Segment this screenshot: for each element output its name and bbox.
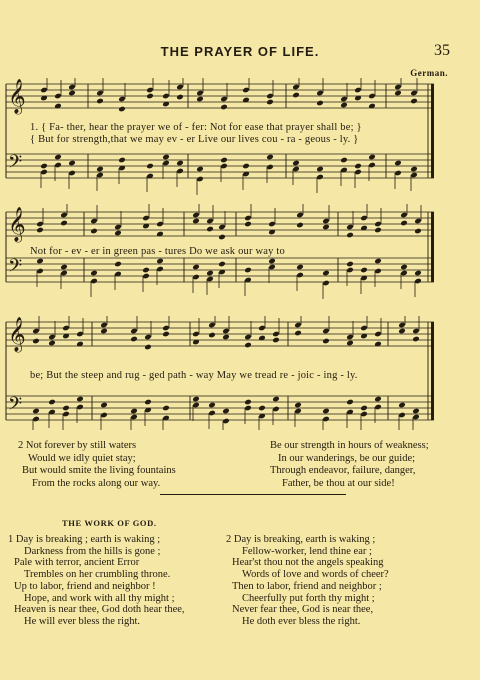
- lyric-line: { But for strength,that we may ev - er Live our lives cou - ra - geous - ly. }: [30, 134, 359, 145]
- notehead: [218, 261, 226, 268]
- notehead: [76, 396, 84, 403]
- music-system-3: [0, 316, 480, 430]
- notehead: [162, 331, 170, 338]
- staff-notation-2: [0, 204, 480, 314]
- poem-line: Fellow-worker, lend thine ear ;: [242, 545, 372, 557]
- notehead: [118, 157, 126, 164]
- poem-stanza-1: [8, 534, 185, 628]
- notehead: [266, 99, 274, 106]
- notehead: [196, 166, 204, 173]
- poem-line: He will ever bless the right.: [24, 615, 141, 627]
- notehead: [346, 261, 354, 268]
- notehead: [340, 102, 348, 109]
- notehead: [96, 98, 104, 105]
- notehead: [36, 227, 44, 234]
- notehead: [294, 402, 302, 409]
- composer-credit: German.: [410, 68, 448, 78]
- notehead: [244, 342, 252, 349]
- notehead: [346, 340, 354, 347]
- notehead: [156, 258, 164, 265]
- verse-line: 2 Not forever by still waters: [18, 440, 137, 451]
- notehead: [322, 338, 330, 345]
- music-system-1: [0, 78, 480, 196]
- notehead: [144, 399, 152, 406]
- notehead: [266, 154, 274, 161]
- music-system-2: [0, 204, 480, 314]
- notehead: [414, 228, 422, 235]
- bass-clef-icon: 𝄢: [8, 394, 23, 419]
- notehead: [316, 166, 324, 173]
- treble-clef-icon: 𝄞: [8, 207, 26, 242]
- notehead: [354, 163, 362, 170]
- verse-2-right: [270, 440, 429, 490]
- notehead: [114, 261, 122, 268]
- notehead: [176, 94, 184, 101]
- notehead: [90, 270, 98, 277]
- notehead: [360, 267, 368, 274]
- notehead: [40, 163, 48, 170]
- poem-line: Then to labor, friend and neighbor ;: [232, 580, 382, 592]
- notehead: [222, 334, 230, 341]
- notehead: [394, 160, 402, 167]
- notehead: [68, 160, 76, 167]
- poem-line: He doth ever bless the right.: [242, 615, 361, 627]
- poem-line: Up to labor, friend and neighbor !: [14, 580, 156, 592]
- notehead: [192, 218, 200, 225]
- notehead: [346, 232, 354, 239]
- poem-line: Hope, and work with all thy might ;: [24, 592, 175, 604]
- notehead: [258, 405, 266, 412]
- lyric-line: 1. { Fa- ther, hear the prayer we of - fer: Not for ease that prayer shall be; }: [30, 122, 362, 133]
- poem-line: Heaven is near thee, God doth hear thee,: [14, 604, 185, 616]
- verse-line: Be our strength in hours of weakness;: [270, 440, 429, 451]
- notehead: [114, 230, 122, 237]
- notehead: [100, 402, 108, 409]
- poem-line: Cheerfully put forth thy might ;: [242, 592, 375, 604]
- notehead: [32, 408, 40, 415]
- treble-clef-icon: 𝄞: [8, 79, 26, 114]
- verse-line: From the rocks along our way.: [32, 477, 161, 489]
- notehead: [244, 399, 252, 406]
- bass-clef-icon: 𝄢: [8, 256, 23, 281]
- notehead: [62, 405, 70, 412]
- verse-line: In our wanderings, be our guide;: [278, 452, 416, 464]
- verse-line: Would we idly quiet stay;: [28, 452, 136, 464]
- poem-line: Hear'st thou not the angels speaking: [232, 557, 384, 569]
- notehead: [130, 336, 138, 343]
- notehead: [292, 160, 300, 167]
- notehead: [346, 399, 354, 406]
- notehead: [222, 408, 230, 415]
- notehead: [272, 396, 280, 403]
- notehead: [60, 220, 68, 227]
- notehead: [192, 264, 200, 271]
- notehead: [162, 154, 170, 161]
- notehead: [60, 264, 68, 271]
- notehead: [322, 224, 330, 231]
- notehead: [398, 402, 406, 409]
- notehead: [368, 154, 376, 161]
- notehead: [268, 258, 276, 265]
- notehead: [100, 328, 108, 335]
- notehead: [244, 267, 252, 274]
- poem-line: Trembles on her crumbling throne.: [24, 569, 171, 581]
- notehead: [374, 227, 382, 234]
- lyric-line: Not for - ev - er in green pas - tures Do we ask our way to: [30, 246, 285, 257]
- notehead: [374, 258, 382, 265]
- notehead: [206, 226, 214, 233]
- notehead: [162, 405, 170, 412]
- bass-clef-icon: 𝄢: [8, 152, 23, 177]
- notehead: [48, 399, 56, 406]
- notehead: [410, 98, 418, 105]
- notehead: [48, 340, 56, 347]
- notehead: [32, 338, 40, 345]
- poem-title: THE WORK OF GOD.: [62, 518, 157, 528]
- notehead: [322, 270, 330, 277]
- notehead: [400, 220, 408, 227]
- notehead: [142, 267, 150, 274]
- verse-line: Through endeavor, failure, danger,: [270, 465, 416, 476]
- notehead: [412, 336, 420, 343]
- notehead: [206, 270, 214, 277]
- poem-line: Darkness from the hills is gone ;: [24, 545, 161, 557]
- poem-line: 2 Day is breaking, earth is waking ;: [226, 534, 376, 545]
- notehead: [130, 408, 138, 415]
- notehead: [322, 408, 330, 415]
- hymn-title: THE PRAYER OF LIFE.: [160, 44, 320, 59]
- notehead: [340, 157, 348, 164]
- notehead: [412, 408, 420, 415]
- notehead: [316, 100, 324, 107]
- verse-line: But would smite the living fountains: [22, 465, 176, 476]
- notehead: [220, 104, 228, 111]
- verse-line: Father, be thou at our side!: [282, 477, 395, 489]
- final-barline: [431, 322, 434, 420]
- treble-clef-icon: 𝄞: [8, 317, 26, 352]
- notehead: [196, 96, 204, 103]
- notehead: [414, 270, 422, 277]
- notehead: [294, 330, 302, 337]
- poem-line: Never fear thee, God is near thee,: [232, 604, 374, 616]
- notehead: [272, 337, 280, 344]
- notehead: [90, 228, 98, 235]
- poem-line: Pale with terror, ancient Error: [14, 557, 140, 569]
- notehead: [208, 332, 216, 339]
- notehead: [68, 90, 76, 97]
- final-barline: [431, 84, 434, 178]
- notehead: [360, 405, 368, 412]
- notehead: [146, 93, 154, 100]
- notehead: [96, 166, 104, 173]
- notehead: [36, 258, 44, 265]
- notehead: [176, 160, 184, 167]
- poem-stanza-2: [226, 534, 389, 628]
- notehead: [374, 396, 382, 403]
- notehead: [394, 90, 402, 97]
- notehead: [220, 157, 228, 164]
- notehead: [192, 396, 200, 403]
- notehead: [244, 221, 252, 228]
- notehead: [146, 163, 154, 170]
- notehead: [218, 234, 226, 241]
- notehead: [410, 166, 418, 173]
- poem-line: 1 Day is breaking ; earth is waking ;: [8, 534, 161, 545]
- poem-line: Words of love and words of cheer?: [242, 569, 389, 581]
- final-barline: [431, 212, 434, 282]
- verse-2-left: [18, 440, 176, 490]
- page-number: 35: [434, 42, 450, 59]
- notehead: [296, 222, 304, 229]
- notehead: [400, 264, 408, 271]
- notehead: [118, 106, 126, 113]
- notehead: [398, 328, 406, 335]
- notehead: [296, 264, 304, 271]
- section-divider: [160, 494, 346, 495]
- notehead: [292, 92, 300, 99]
- notehead: [242, 163, 250, 170]
- notehead: [54, 154, 62, 161]
- lyric-line: be; But the steep and rug - ged path - way May we tread re - joic - ing - ly.: [30, 370, 358, 381]
- notehead: [144, 344, 152, 351]
- notehead: [208, 402, 216, 409]
